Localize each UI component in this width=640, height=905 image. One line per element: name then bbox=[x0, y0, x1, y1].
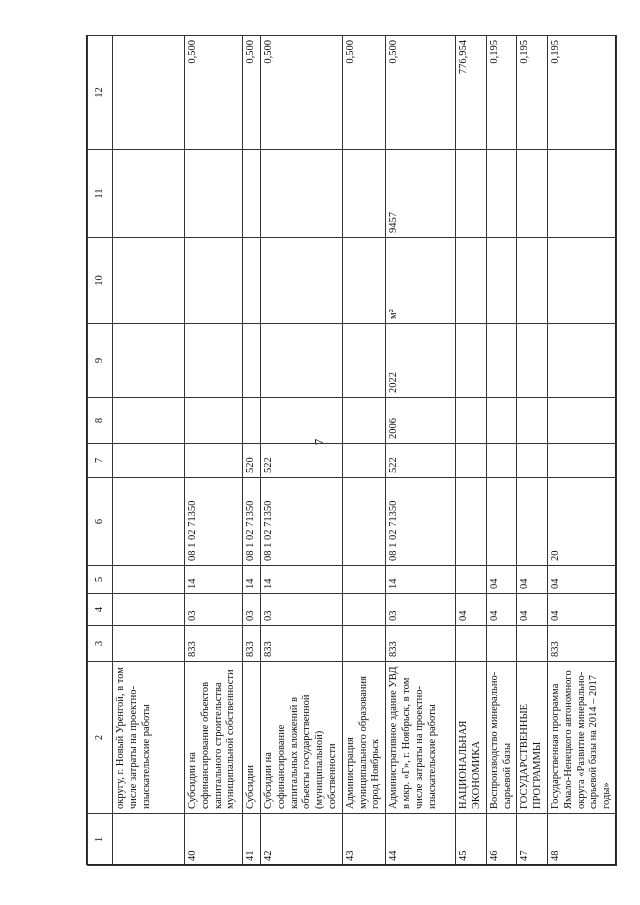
value-cell: 2022 bbox=[386, 324, 456, 398]
header-cell: 8 bbox=[88, 398, 113, 444]
code-cell bbox=[517, 626, 548, 662]
value-cell bbox=[243, 150, 261, 238]
code-cell: 04 bbox=[486, 566, 517, 594]
value-cell: м² bbox=[386, 238, 456, 324]
row-name: Государственная программа Ямало-Ненецкого автономного округа «Развитие минерально-сырьевой базы на 2014 – 2017 годы» bbox=[547, 662, 616, 814]
code-cell: 14 bbox=[185, 566, 243, 594]
code-cell bbox=[113, 566, 185, 594]
code-cell bbox=[517, 444, 548, 478]
value-cell bbox=[456, 324, 487, 398]
table-row bbox=[456, 36, 487, 866]
value-cell bbox=[342, 150, 385, 238]
header-row bbox=[88, 36, 113, 866]
code-cell: 833 bbox=[243, 626, 261, 662]
table-row bbox=[386, 36, 456, 866]
row-number: 47 bbox=[517, 814, 548, 866]
value-cell bbox=[342, 238, 385, 324]
code-cell bbox=[113, 626, 185, 662]
amount-cell bbox=[113, 36, 185, 150]
code-cell: 08 1 02 71350 bbox=[243, 478, 261, 566]
row-name: Воспроизводство минерально-сырьевой базы bbox=[486, 662, 517, 814]
value-cell bbox=[547, 150, 616, 238]
row-number: 41 bbox=[243, 814, 261, 866]
amount-cell: 0,500 bbox=[386, 36, 456, 150]
value-cell bbox=[261, 150, 343, 238]
row-name: Административное здание УВД в мкр. «Г», г. Ноябрьск, в том числе затраты на проектно-изыскательские работы bbox=[386, 662, 456, 814]
value-cell bbox=[113, 398, 185, 444]
header-cell: 4 bbox=[88, 594, 113, 626]
code-cell bbox=[342, 444, 385, 478]
code-cell: 522 bbox=[261, 444, 343, 478]
table-row bbox=[486, 36, 517, 866]
amount-cell: 0,500 bbox=[243, 36, 261, 150]
code-cell bbox=[185, 444, 243, 478]
code-cell bbox=[113, 444, 185, 478]
row-name: ГОСУДАРСТВЕННЫЕ ПРОГРАММЫ bbox=[517, 662, 548, 814]
value-cell bbox=[185, 398, 243, 444]
value-cell bbox=[185, 324, 243, 398]
code-cell bbox=[113, 594, 185, 626]
table-row bbox=[243, 36, 261, 866]
amount-cell: 0,195 bbox=[486, 36, 517, 150]
header-cell: 9 bbox=[88, 324, 113, 398]
budget-table bbox=[87, 35, 617, 866]
row-name: округу, г. Новый Уренгой, в том числе затраты на проектно-изыскательские работы bbox=[113, 662, 185, 814]
value-cell bbox=[547, 324, 616, 398]
code-cell: 20 bbox=[547, 478, 616, 566]
code-cell bbox=[456, 566, 487, 594]
code-cell: 04 bbox=[456, 594, 487, 626]
table-row bbox=[547, 36, 616, 866]
row-number: 45 bbox=[456, 814, 487, 866]
value-cell bbox=[486, 398, 517, 444]
code-cell bbox=[456, 626, 487, 662]
row-name: Субсидии bbox=[243, 662, 261, 814]
value-cell bbox=[517, 398, 548, 444]
header-cell: 12 bbox=[88, 36, 113, 150]
table-row bbox=[185, 36, 243, 866]
value-cell bbox=[342, 398, 385, 444]
code-cell: 14 bbox=[243, 566, 261, 594]
row-name: Администрация муниципального образования город Ноябрьск bbox=[342, 662, 385, 814]
row-number: 44 bbox=[386, 814, 456, 866]
row-number: 46 bbox=[486, 814, 517, 866]
code-cell: 14 bbox=[386, 566, 456, 594]
table-row bbox=[261, 36, 343, 866]
amount-cell: 0,195 bbox=[547, 36, 616, 150]
header-cell: 1 bbox=[88, 814, 113, 866]
value-cell bbox=[261, 238, 343, 324]
header-cell: 11 bbox=[88, 150, 113, 238]
row-number: 42 bbox=[261, 814, 343, 866]
code-cell: 03 bbox=[261, 594, 343, 626]
code-cell bbox=[342, 626, 385, 662]
value-cell bbox=[486, 150, 517, 238]
row-name: НАЦИОНАЛЬНАЯ ЭКОНОМИКА bbox=[456, 662, 487, 814]
code-cell: 04 bbox=[547, 566, 616, 594]
code-cell: 04 bbox=[486, 594, 517, 626]
row-number: 48 bbox=[547, 814, 616, 866]
value-cell bbox=[517, 150, 548, 238]
value-cell bbox=[456, 398, 487, 444]
row-name: Субсидии на софинансирование объектов капитального строительства муниципальной собственности bbox=[185, 662, 243, 814]
code-cell bbox=[547, 444, 616, 478]
code-cell bbox=[342, 478, 385, 566]
code-cell: 522 bbox=[386, 444, 456, 478]
value-cell bbox=[113, 150, 185, 238]
code-cell: 03 bbox=[386, 594, 456, 626]
budget-table-frame bbox=[86, 35, 616, 865]
code-cell: 833 bbox=[386, 626, 456, 662]
header-cell: 10 bbox=[88, 238, 113, 324]
code-cell: 833 bbox=[185, 626, 243, 662]
code-cell: 04 bbox=[517, 594, 548, 626]
code-cell: 520 bbox=[243, 444, 261, 478]
code-cell bbox=[342, 566, 385, 594]
code-cell bbox=[456, 444, 487, 478]
code-cell bbox=[517, 478, 548, 566]
value-cell bbox=[185, 150, 243, 238]
row-number: 43 bbox=[342, 814, 385, 866]
code-cell: 833 bbox=[261, 626, 343, 662]
code-cell bbox=[486, 626, 517, 662]
amount-cell: 0,195 bbox=[517, 36, 548, 150]
header-cell: 5 bbox=[88, 566, 113, 594]
page-number: 7 bbox=[311, 438, 327, 446]
header-cell: 2 bbox=[88, 662, 113, 814]
value-cell bbox=[486, 324, 517, 398]
code-cell: 03 bbox=[243, 594, 261, 626]
code-cell: 08 1 02 71350 bbox=[261, 478, 343, 566]
code-cell bbox=[113, 478, 185, 566]
value-cell bbox=[517, 238, 548, 324]
header-cell: 6 bbox=[88, 478, 113, 566]
code-cell: 833 bbox=[547, 626, 616, 662]
value-cell bbox=[243, 238, 261, 324]
value-cell bbox=[243, 398, 261, 444]
code-cell: 04 bbox=[517, 566, 548, 594]
value-cell bbox=[517, 324, 548, 398]
amount-cell: 0,500 bbox=[261, 36, 343, 150]
value-cell bbox=[342, 324, 385, 398]
budget-table-rotated bbox=[87, 36, 617, 866]
value-cell bbox=[243, 324, 261, 398]
code-cell bbox=[486, 478, 517, 566]
value-cell bbox=[261, 398, 343, 444]
value-cell bbox=[547, 238, 616, 324]
header-cell: 3 bbox=[88, 626, 113, 662]
value-cell bbox=[261, 324, 343, 398]
code-cell bbox=[456, 478, 487, 566]
table-row bbox=[113, 36, 185, 866]
code-cell: 03 bbox=[185, 594, 243, 626]
code-cell bbox=[342, 594, 385, 626]
code-cell: 08 1 02 71350 bbox=[185, 478, 243, 566]
value-cell: 9457 bbox=[386, 150, 456, 238]
amount-cell: 776,954 bbox=[456, 36, 487, 150]
value-cell bbox=[547, 398, 616, 444]
header-cell: 7 bbox=[88, 444, 113, 478]
table-row bbox=[342, 36, 385, 866]
table-row bbox=[517, 36, 548, 866]
value-cell bbox=[456, 238, 487, 324]
value-cell bbox=[486, 238, 517, 324]
code-cell: 14 bbox=[261, 566, 343, 594]
row-number: 40 bbox=[185, 814, 243, 866]
row-name: Субсидии на софинансирование капитальных вложений в объекты государственной (муниципальной) собственности bbox=[261, 662, 343, 814]
value-cell bbox=[456, 150, 487, 238]
code-cell bbox=[486, 444, 517, 478]
row-number bbox=[113, 814, 185, 866]
value-cell bbox=[113, 238, 185, 324]
value-cell: 2006 bbox=[386, 398, 456, 444]
amount-cell: 0,500 bbox=[342, 36, 385, 150]
value-cell bbox=[113, 324, 185, 398]
amount-cell: 0,500 bbox=[185, 36, 243, 150]
value-cell bbox=[185, 238, 243, 324]
code-cell: 04 bbox=[547, 594, 616, 626]
code-cell: 08 1 02 71350 bbox=[386, 478, 456, 566]
